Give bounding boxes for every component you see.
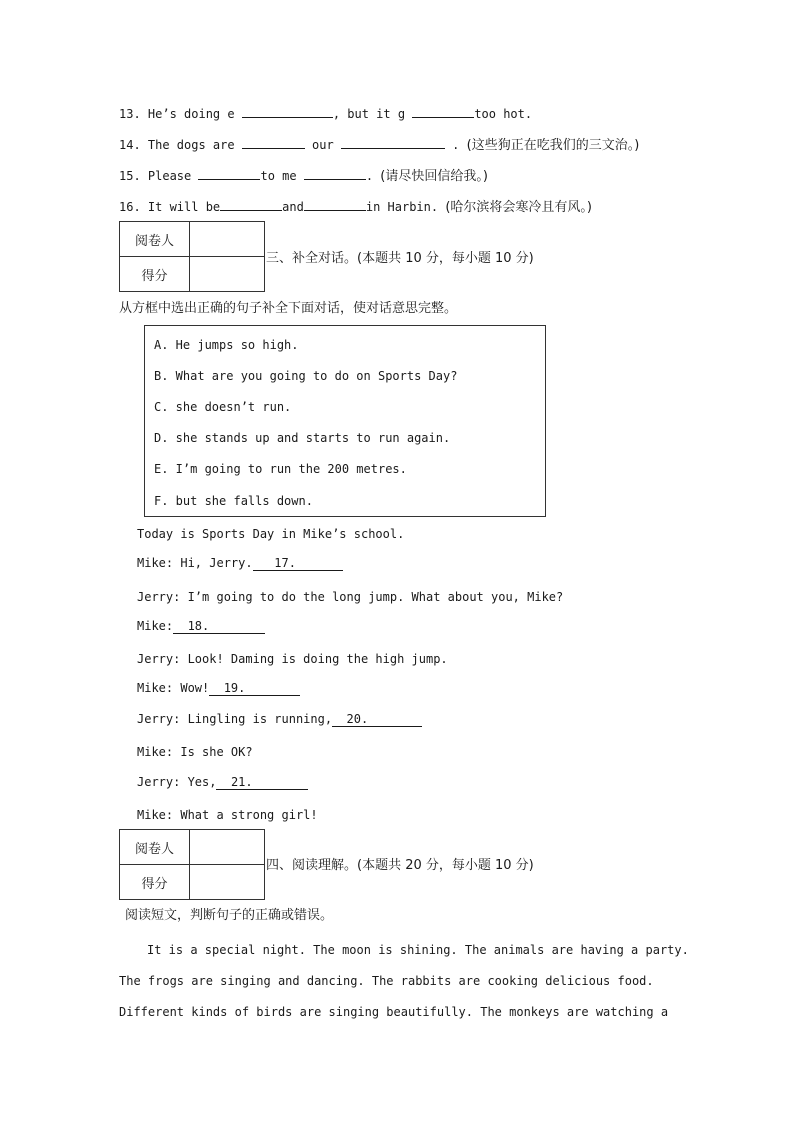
- score-table: [119, 221, 265, 292]
- passage-line: It is a special night. The moon is shining. The animals are having a party.: [147, 943, 689, 957]
- blank-input[interactable]: [304, 166, 366, 180]
- question-13: 13. He’s doing e , but it g too hot.: [119, 104, 532, 123]
- blank-input[interactable]: [220, 197, 282, 211]
- answer-blank-20[interactable]: 20.: [332, 712, 422, 727]
- section-3-title: 三、补全对话。(本题共 10 分，每小题 10 分): [266, 251, 534, 266]
- dialogue-line-19: Mike: Wow! 19.: [137, 681, 300, 696]
- dialogue-line-21: Jerry: Yes, 21.: [137, 775, 308, 790]
- option-a: A. He jumps so high.: [154, 338, 299, 352]
- score-label: 得分: [120, 257, 190, 292]
- reviewer-field[interactable]: [190, 222, 265, 257]
- blank-input[interactable]: [242, 135, 305, 149]
- dialogue-line-17: Mike: Hi, Jerry. 17.: [137, 556, 343, 571]
- score-field[interactable]: [190, 865, 265, 900]
- blank-input[interactable]: [198, 166, 260, 180]
- question-16: 16. It will be and in Harbin. (哈尔滨将会寒冷且有风。): [119, 197, 592, 217]
- option-f: F. but she falls down.: [154, 494, 313, 508]
- score-field[interactable]: [190, 257, 265, 292]
- blank-input[interactable]: [304, 197, 366, 211]
- dialogue-line: Jerry: I’m going to do the long jump. What about you, Mike?: [137, 590, 564, 604]
- section-3-instruction: 从方框中选出正确的句子补全下面对话，使对话意思完整。: [119, 301, 458, 316]
- option-c: C. she doesn’t run.: [154, 400, 292, 414]
- passage-line: Different kinds of birds are singing beautifully. The monkeys are watching a: [119, 1005, 669, 1019]
- score-table: [119, 829, 265, 900]
- reviewer-field[interactable]: [190, 830, 265, 865]
- question-14: 14. The dogs are our . (这些狗正在吃我们的三文治。): [119, 135, 639, 155]
- answer-blank-19[interactable]: 19.: [209, 681, 300, 696]
- options-box: [144, 325, 546, 517]
- option-b: B. What are you going to do on Sports Day?: [154, 369, 458, 383]
- blank-input[interactable]: [341, 135, 445, 149]
- reviewer-label: 阅卷人: [120, 830, 190, 865]
- dialogue-line-18: Mike: 18.: [137, 619, 265, 634]
- score-label: 得分: [120, 865, 190, 900]
- dialogue-line: Mike: What a strong girl!: [137, 808, 318, 822]
- section-4-instruction: 阅读短文，判断句子的正确或错误。: [125, 908, 334, 923]
- dialogue-intro: Today is Sports Day in Mike’s school.: [137, 527, 405, 541]
- blank-input[interactable]: [242, 104, 333, 118]
- answer-blank-18[interactable]: 18.: [173, 619, 265, 634]
- dialogue-line-20: Jerry: Lingling is running, 20.: [137, 712, 422, 727]
- reviewer-label: 阅卷人: [120, 222, 190, 257]
- question-15: 15. Please to me . (请尽快回信给我。): [119, 166, 488, 186]
- answer-blank-17[interactable]: 17.: [253, 556, 343, 571]
- dialogue-line: Jerry: Look! Daming is doing the high jump.: [137, 652, 448, 666]
- blank-input[interactable]: [412, 104, 474, 118]
- passage-line: The frogs are singing and dancing. The rabbits are cooking delicious food.: [119, 974, 654, 988]
- section-4-title: 四、阅读理解。(本题共 20 分，每小题 10 分): [266, 858, 534, 873]
- answer-blank-21[interactable]: 21.: [216, 775, 308, 790]
- option-d: D. she stands up and starts to run again.: [154, 431, 451, 445]
- dialogue-line: Mike: Is she OK?: [137, 745, 253, 759]
- option-e: E. I’m going to run the 200 metres.: [154, 462, 407, 476]
